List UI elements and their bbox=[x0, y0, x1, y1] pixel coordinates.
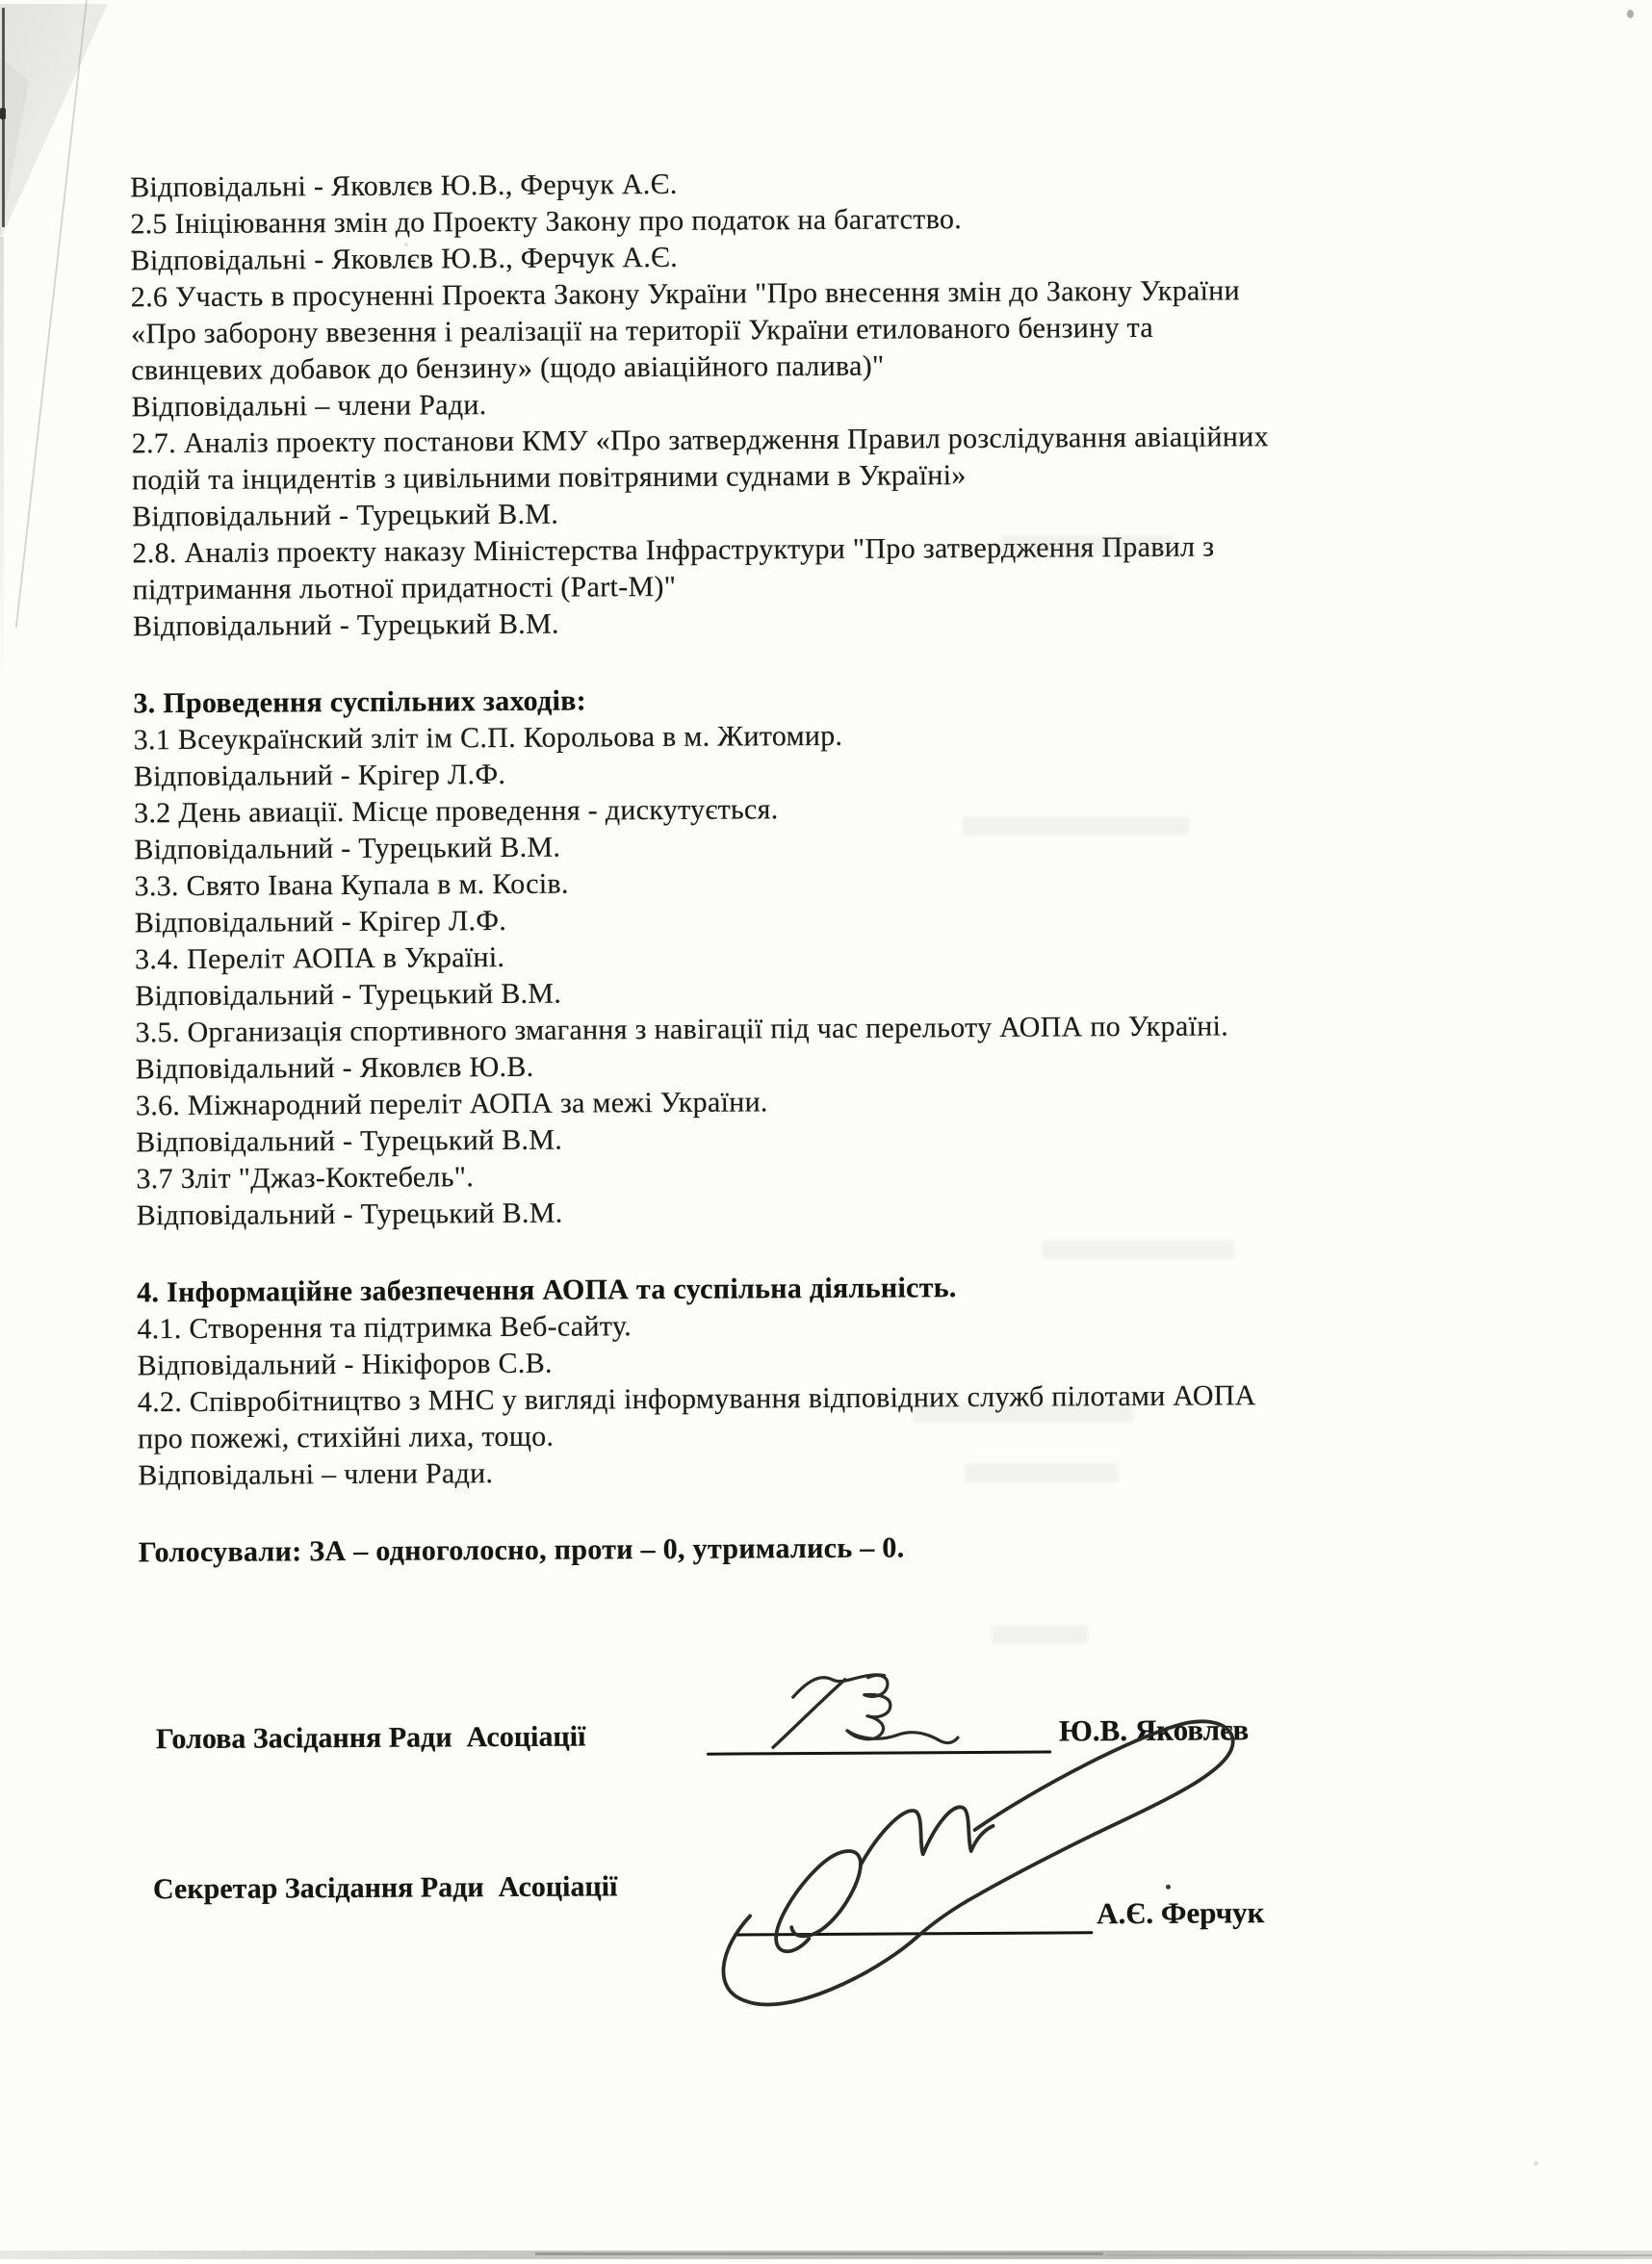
text-line: 3.4. Переліт АОПА в Україні. bbox=[134, 940, 505, 976]
text-line: підтримання льотної придатності (Part-M)" bbox=[132, 570, 677, 606]
text-line: про пожежі, стихійні лиха, тощо. bbox=[137, 1420, 555, 1455]
text-line: подій та інцидентів з цивільними повітряними суднами в Україні» bbox=[131, 459, 967, 497]
text-line: Відповідальний - Турецький В.М. bbox=[132, 607, 559, 643]
section-heading: Голосували: ЗА – одноголосно, проти – 0, утримались – 0. bbox=[138, 1531, 905, 1569]
section-heading: 3. Проведення суспільних заходів: bbox=[133, 684, 587, 720]
text-line: свинцевих добавок до бензину» (щодо авіаційного палива)" bbox=[131, 349, 885, 387]
signature-ferchuk bbox=[689, 1730, 1269, 2022]
text-line: Відповідальний - Турецький В.М. bbox=[134, 831, 561, 866]
text-line: Відповідальні - Яковлєв Ю.В., Ферчук А.Є. bbox=[130, 241, 679, 277]
text-line: 2.6 Участь в просуненні Проекта Закону України "Про внесення змін до Закону України bbox=[130, 274, 1241, 314]
text-line: 3.1 Всеукраїнский зліт ім С.П. Корольова в м. Житомир. bbox=[133, 719, 843, 757]
document-body bbox=[130, 162, 1515, 1572]
text-line: Відповідальні – члени Ради. bbox=[131, 389, 487, 424]
text-line: 4.2. Співробітництво з МНС у вигляді інформування відповідних служб пілотами АОПА bbox=[137, 1379, 1256, 1419]
signature-label-head: Голова Засідання Ради Асоціації bbox=[155, 1720, 586, 1756]
text-line: Відповідальний - Крігер Л.Ф. bbox=[134, 904, 507, 939]
text-line: Відповідальний - Крігер Л.Ф. bbox=[133, 758, 506, 793]
text-line: Відповідальний - Турецький В.М. bbox=[135, 977, 562, 1013]
signatory-name-secretary: А.Є. Ферчук bbox=[1097, 1895, 1265, 1931]
text-line: 3.7 Зліт "Джаз-Коктебель". bbox=[136, 1161, 475, 1196]
text-line: Відповідальний - Турецький В.М. bbox=[136, 1196, 563, 1232]
text-line: 2.5 Ініціювання змін до Проекту Закону про податок на багатство. bbox=[130, 203, 963, 241]
text-line: Відповідальні – члени Ради. bbox=[138, 1457, 494, 1492]
text-line: 4.1. Створення та підтримка Веб-сайту. bbox=[137, 1310, 632, 1346]
signatory-name-head: Ю.В. Яковлєв bbox=[1058, 1712, 1250, 1748]
text-line: 3.5. Организація спортивного змагання з навігації під час перельоту АОПА по Україні. bbox=[135, 1010, 1229, 1049]
text-line: Відповідальний - Нікіфоров С.В. bbox=[137, 1347, 553, 1382]
text-line: 2.7. Аналіз проекту постанови КМУ «Про затвердження Правил розслідування авіаційних bbox=[131, 421, 1269, 460]
text-line: 2.8. Аналіз проекту наказу Міністерства Інфраструктури "Про затвердження Правил з bbox=[132, 530, 1215, 570]
text-line: Відповідальні - Яковлєв Ю.В., Ферчук А.Є. bbox=[130, 167, 678, 204]
text-line: Відповідальний - Турецький В.М. bbox=[136, 1123, 563, 1159]
text-line: 3.6. Міжнародний переліт АОПА за межі України. bbox=[135, 1086, 768, 1122]
text-line: Відповідальний - Турецький В.М. bbox=[132, 498, 559, 533]
text-line: Відповідальний - Яковлєв Ю.В. bbox=[135, 1050, 534, 1086]
section-heading: 4. Інформаційне забезпечення АОПА та суспільна діяльність. bbox=[137, 1272, 957, 1309]
text-line: 3.3. Свято Івана Купала в м. Косів. bbox=[134, 867, 569, 903]
text-line: 3.2 День авиації. Місце проведення - дискутується. bbox=[134, 793, 779, 830]
signature-label-secretary: Секретар Засідання Ради Асоціації bbox=[152, 1870, 618, 1906]
text-line: «Про заборону ввезення і реалізації на території України етилованого бензину та bbox=[130, 311, 1154, 350]
